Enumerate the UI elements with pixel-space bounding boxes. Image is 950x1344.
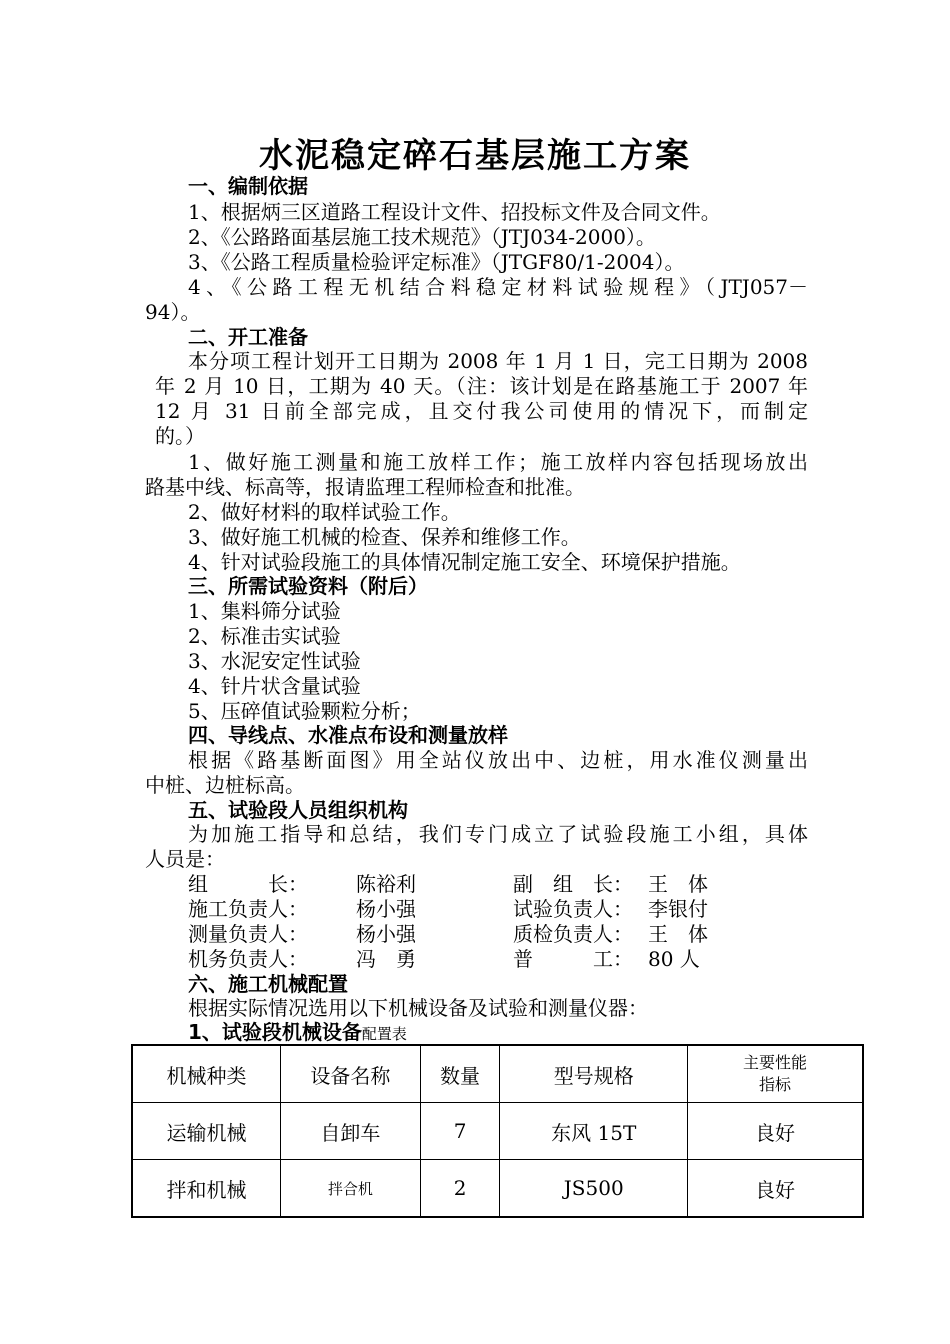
table-cell: 运输机械: [132, 1103, 281, 1160]
table-cell: 良好: [688, 1160, 863, 1218]
personnel-name: 冯 勇: [356, 947, 416, 971]
personnel-role: 质检负责人：: [513, 922, 633, 946]
table-cell: 7: [420, 1103, 500, 1160]
list-item: 2、标准击实试验: [188, 624, 341, 648]
table-header-cell: 数量: [420, 1045, 500, 1103]
header-line: 指标: [759, 1075, 792, 1094]
paragraph-line: 中桩、边桩标高。: [145, 773, 305, 797]
paragraph-line: 的。）: [155, 424, 205, 448]
personnel-role: 测量负责人：: [188, 922, 308, 946]
list-item: 4、针对试验段施工的具体情况制定施工安全、环境保护措施。: [188, 550, 741, 574]
list-item: 1、做好施工测量和施工放样工作；施工放样内容包括现场放出: [188, 450, 808, 474]
paragraph-line: 本分项工程计划开工日期为 2008 年 1 月 1 日，完工日期为 2008: [188, 349, 808, 373]
paragraph-line: 人员是：: [145, 847, 225, 871]
personnel-name: 陈裕利: [356, 872, 416, 896]
table-cell: 自卸车: [281, 1103, 421, 1160]
equipment-table: [131, 1044, 864, 1218]
table-cell: 良好: [688, 1103, 863, 1160]
table-header-row: [132, 1045, 863, 1103]
table-header-cell: 设备名称: [281, 1045, 421, 1103]
paragraph-line: 根据实际情况选用以下机械设备及试验和测量仪器：: [188, 996, 648, 1020]
table-row: [132, 1103, 863, 1160]
section-heading-6: 六、施工机械配置: [188, 972, 348, 996]
personnel-role: 组 长：: [188, 872, 308, 896]
list-item: 2、做好材料的取样试验工作。: [188, 500, 461, 524]
table-header-cell: 机械种类: [132, 1045, 281, 1103]
section-heading-4: 四、导线点、水准点布设和测量放样: [188, 723, 508, 747]
list-item: 5、压碎值试验颗粒分析；: [188, 699, 421, 723]
list-item: 2、《公路路面基层施工技术规范》（JTJ034-2000）。: [188, 225, 656, 249]
list-item-continuation: 94）。: [145, 300, 201, 324]
table-cell: 拌合机: [281, 1160, 421, 1218]
personnel-role: 普 工：: [513, 947, 633, 971]
list-item: 3、做好施工机械的检查、保养和维修工作。: [188, 525, 581, 549]
table-caption-heading: 1、试验段机械设备: [188, 1020, 362, 1044]
personnel-name: 80 人: [648, 947, 700, 971]
personnel-name: 王 体: [648, 922, 708, 946]
section-heading-3: 三、所需试验资料（附后）: [188, 574, 428, 598]
table-cell: 东风 15T: [500, 1103, 688, 1160]
section-heading-5: 五、试验段人员组织机构: [188, 798, 408, 822]
table-cell: 2: [420, 1160, 500, 1218]
personnel-name: 李银付: [648, 897, 708, 921]
personnel-role: 副 组 长：: [513, 872, 633, 896]
personnel-name: 杨小强: [356, 922, 416, 946]
table-cell: JS500: [500, 1160, 688, 1218]
paragraph-line: 为加施工指导和总结，我们专门成立了试验段施工小组，具体: [188, 822, 808, 846]
list-item: 1、根据炳三区道路工程设计文件、招投标文件及合同文件。: [188, 200, 721, 224]
personnel-role: 试验负责人：: [513, 897, 633, 921]
document-title: 水泥稳定碎石基层施工方案: [259, 136, 691, 176]
list-item: 3、《公路工程质量检验评定标准》（JTGF80/1-2004）。: [188, 250, 685, 274]
personnel-role: 机务负责人：: [188, 947, 308, 971]
paragraph-line: 根据《路基断面图》用全站仪放出中、边桩，用水准仪测量出: [188, 748, 808, 772]
header-line: 主要性能: [743, 1053, 808, 1072]
list-item-continuation: 路基中线、标高等，报请监理工程师检查和批准。: [145, 475, 585, 499]
table-row: [132, 1160, 863, 1218]
personnel-name: 杨小强: [356, 897, 416, 921]
section-heading-1: 一、编制依据: [188, 174, 308, 198]
paragraph-line: 12 月 31 日前全部完成，且交付我公司使用的情况下，而制定: [155, 399, 808, 423]
personnel-role: 施工负责人：: [188, 897, 308, 921]
personnel-name: 王 体: [648, 872, 708, 896]
list-item: 3、水泥安定性试验: [188, 649, 361, 673]
list-item: 4、针片状含量试验: [188, 674, 361, 698]
list-item: 4、《公路工程无机结合料稳定材料试验规程》（JTJ057－: [188, 275, 808, 299]
paragraph-line: 年 2 月 10 日，工期为 40 天。（注：该计划是在路基施工于 2007 年: [155, 374, 808, 398]
table-cell: 拌和机械: [132, 1160, 281, 1218]
list-item: 1、集料筛分试验: [188, 599, 341, 623]
table-caption: [188, 1020, 407, 1047]
table-caption-suffix: 配置表: [361, 1025, 407, 1043]
section-heading-2: 二、开工准备: [188, 325, 308, 349]
table-header-cell: [688, 1045, 863, 1103]
table-header-cell: 型号规格: [500, 1045, 688, 1103]
